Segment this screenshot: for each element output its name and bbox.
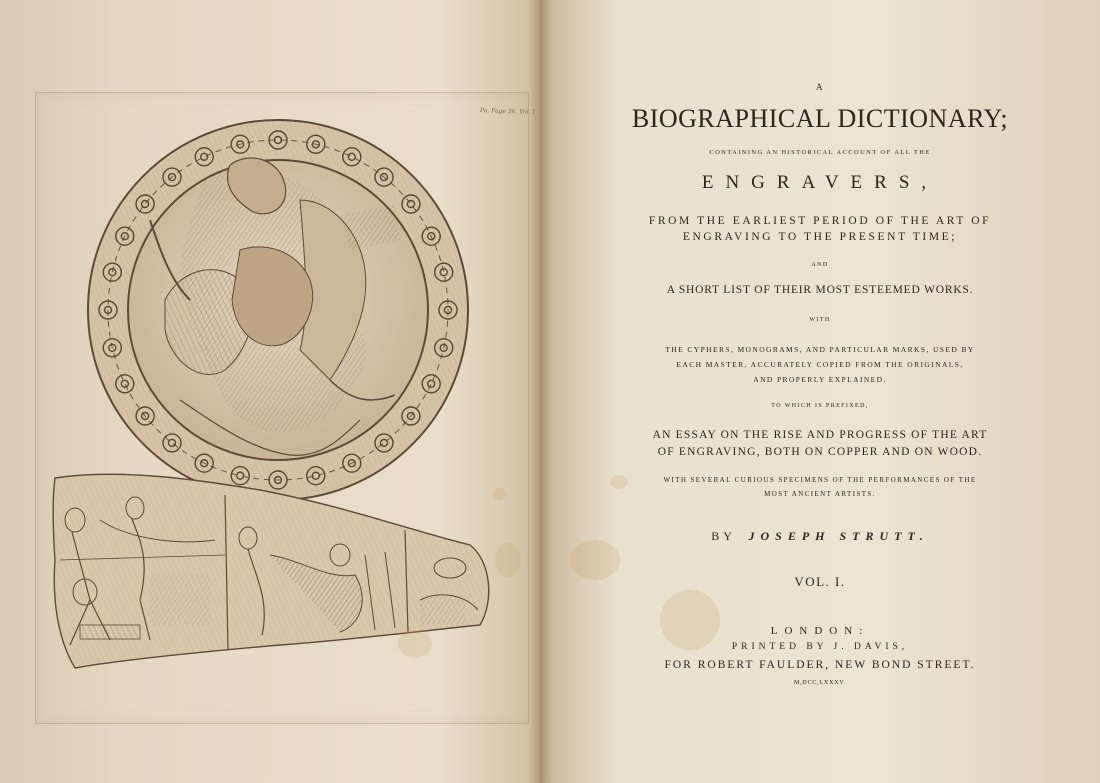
foxing-stain [495,543,521,577]
publisher-label: FOR ROBERT FAULDER, NEW BOND STREET. [664,659,976,671]
essay-line-2: OF ENGRAVING, BOTH ON COPPER AND ON WOOD. [657,446,983,458]
frontispiece-page [0,0,540,783]
book-title: BIOGRAPHICAL DICTIONARY; [631,104,1009,133]
volume-label: VOL. I. [794,574,846,589]
and-connector: AND [811,262,829,268]
by-label: BY [711,529,736,543]
specimens-line-2: MOST ANCIENT ARTISTS. [764,490,876,498]
plate-caption: Pa. Page 36. Vol. I [479,107,535,116]
publication-year: M,DCC,LXXXV. [794,680,846,686]
foxing-stain [660,590,720,650]
with-connector: WITH [809,317,831,323]
marks-line-1: THE CYPHERS, MONOGRAMS, AND PARTICULAR MARKS, USED BY [665,345,975,354]
period-line-1: FROM THE EARLIEST PERIOD OF THE ART OF [648,215,992,227]
foxing-stain [570,540,620,580]
prefixed-line: TO WHICH IS PREFIXED, [771,403,869,409]
specimens-line-1: WITH SEVERAL CURIOUS SPECIMENS OF THE PERFORMANCES OF THE [663,476,977,484]
period-line-2: ENGRAVING TO THE PRESENT TIME; [682,231,958,243]
subtitle-line: CONTAINING AN HISTORICAL ACCOUNT OF ALL THE [709,149,931,156]
printer-label: PRINTED BY J. DAVIS, [731,642,909,652]
marks-line-2: EACH MASTER, ACCURATELY COPIED FROM THE ORIGINALS, [676,360,964,369]
medallion-engraving [88,120,468,500]
engraved-plate [0,0,540,783]
marks-line-3: AND PROPERLY EXPLAINED. [753,375,887,384]
works-line: A SHORT LIST OF THEIR MOST ESTEEMED WORKS. [666,284,974,296]
essay-line-1: AN ESSAY ON THE RISE AND PROGRESS OF THE ART [652,429,988,441]
subject-heading: ENGRAVERS, [701,172,939,193]
foxing-stain [398,630,432,658]
city-label: LONDON: [770,625,870,637]
author-line [540,529,1100,544]
foxing-stain [610,475,628,489]
title-page [540,0,1100,783]
author-name: JOSEPH STRUTT. [748,529,929,543]
title-article: A [816,82,824,92]
foxing-stain [492,488,506,500]
